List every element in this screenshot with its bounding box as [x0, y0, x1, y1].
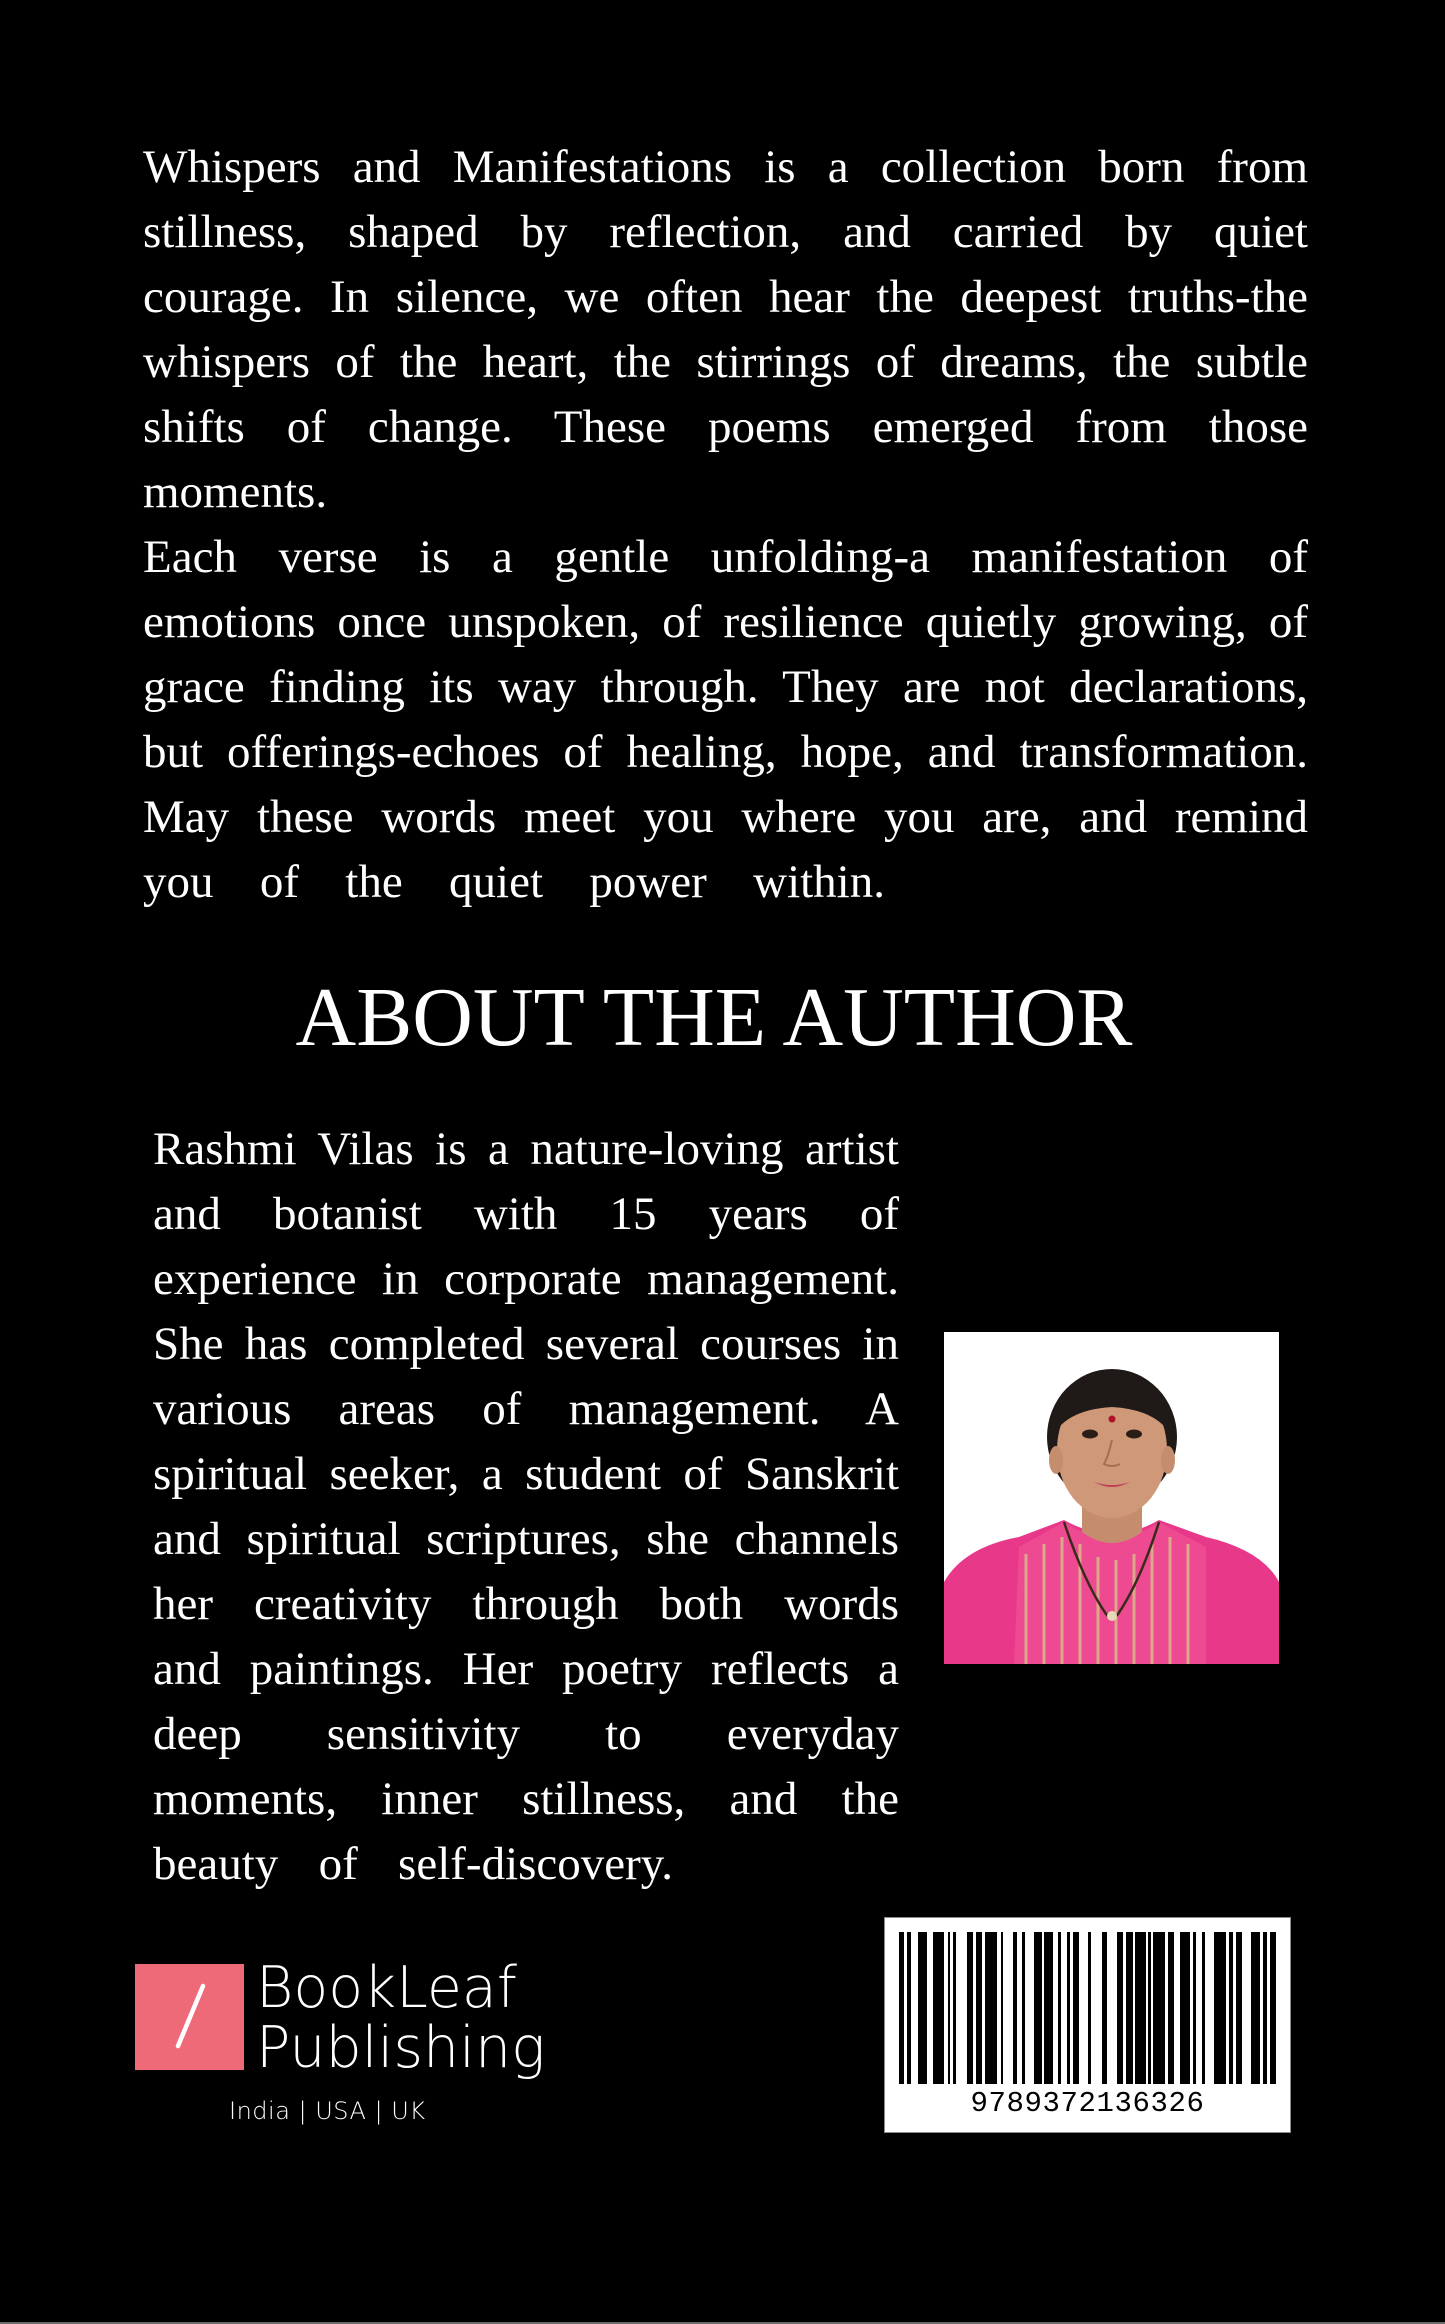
blurb-line: grace finding its way through. They are not declarations, — [143, 661, 1308, 713]
book-blurb — [143, 135, 1308, 915]
bio-line: She has completed several courses in — [153, 1318, 899, 1370]
blurb-line: emotions once unspoken, of resilience quietly growing, of — [143, 596, 1308, 648]
publisher-logo-mark — [135, 1964, 244, 2070]
bio-line: spiritual seeker, a student of Sanskrit — [153, 1448, 899, 1500]
author-bio — [153, 1117, 899, 1897]
blurb-line: courage. In silence, we often hear the deepest truths-the — [143, 271, 1308, 323]
bio-line: moments, inner stillness, and the — [153, 1773, 899, 1825]
bio-line: and spiritual scriptures, she channels — [153, 1513, 899, 1565]
author-portrait-icon — [944, 1332, 1279, 1664]
bio-line: and botanist with 15 years of — [153, 1188, 899, 1240]
slash-icon — [135, 1964, 244, 2070]
blurb-line: Each verse is a gentle unfolding-a manifestation of — [143, 531, 1308, 583]
publisher-name-line2: Publishing — [256, 2015, 546, 2081]
blurb-line: May these words meet you where you are, and remind — [143, 791, 1308, 843]
about-the-author-heading: ABOUT THE AUTHOR — [295, 971, 1133, 1064]
blurb-line: you of the quiet power within. — [143, 856, 885, 908]
publisher-name-line1: BookLeaf — [256, 1955, 517, 2021]
blurb-line: Whispers and Manifestations is a collection born from — [143, 141, 1308, 193]
bio-line: deep sensitivity to everyday — [153, 1708, 899, 1760]
bio-line: beauty of self-discovery. — [153, 1838, 673, 1890]
blurb-line: moments. — [143, 466, 328, 518]
bio-line: various areas of management. A — [153, 1383, 899, 1435]
isbn-number: 9789372136326 — [970, 2087, 1205, 2120]
bio-line: and paintings. Her poetry reflects a — [153, 1643, 899, 1695]
bio-line: experience in corporate management. — [153, 1253, 899, 1305]
author-photo — [944, 1332, 1279, 1664]
bio-line: her creativity through both words — [153, 1578, 899, 1630]
blurb-line: shifts of change. These poems emerged from those — [143, 401, 1308, 453]
blurb-line: but offerings-echoes of healing, hope, and transformation. — [143, 726, 1308, 778]
isbn-barcode — [884, 1917, 1291, 2133]
publisher-regions: India | USA | UK — [229, 2097, 426, 2125]
blurb-line: whispers of the heart, the stirrings of dreams, the subtle — [143, 336, 1308, 388]
bio-line: Rashmi Vilas is a nature-loving artist — [153, 1123, 899, 1175]
blurb-line: stillness, shaped by reflection, and carried by quiet — [143, 206, 1308, 258]
